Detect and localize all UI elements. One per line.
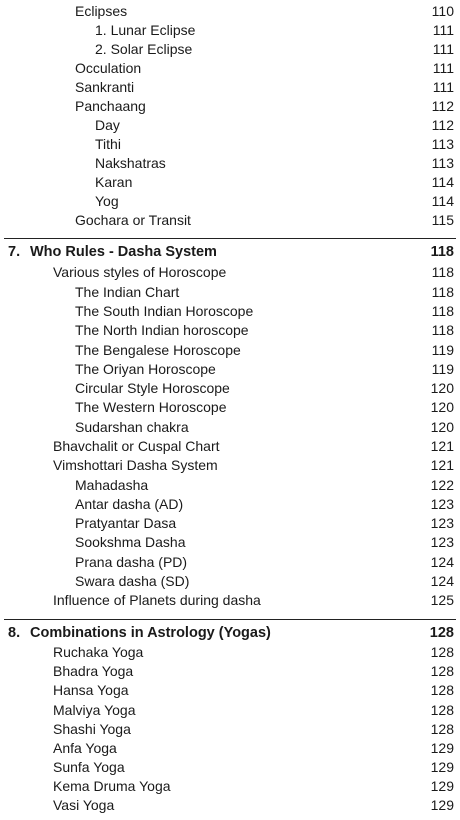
toc-entry-row (0, 495, 460, 514)
toc-page-number: 129 (430, 778, 454, 794)
chapter-number: 7. (8, 244, 21, 260)
toc-entry-row (0, 701, 460, 720)
toc-entry-label: Sankranti (75, 79, 135, 95)
toc-entry-row (0, 97, 460, 116)
toc-page-number: 123 (430, 515, 454, 531)
toc-page-number: 111 (432, 22, 454, 38)
toc-entry-label: Bhavchalit or Cuspal Chart (53, 438, 220, 454)
toc-entry-label: Antar dasha (AD) (75, 496, 184, 512)
toc-entry-row (0, 643, 460, 662)
toc-page-number: 111 (432, 41, 454, 57)
toc-page-number: 129 (430, 759, 454, 775)
toc-entry-row (0, 21, 460, 40)
toc-entry-label: Gochara or Transit (75, 212, 191, 228)
toc-entry-label: Day (95, 117, 120, 133)
toc-page-number: 121 (430, 438, 454, 454)
toc-page-number: 110 (431, 3, 454, 19)
toc-entry-label: Eclipses (75, 3, 128, 19)
toc-entry-row (0, 553, 460, 572)
toc-entry-label: Karan (95, 174, 133, 190)
toc-page-number: 114 (431, 193, 454, 209)
toc-entry-row (0, 514, 460, 533)
toc-entry-label: The Western Horoscope (75, 399, 227, 415)
toc-entry-row (0, 116, 460, 135)
toc-entry-label: Mahadasha (75, 477, 149, 493)
toc-entry-label: Circular Style Horoscope (75, 380, 230, 396)
toc-entry-label: The Indian Chart (75, 284, 180, 300)
toc-entry-label: The Bengalese Horoscope (75, 342, 241, 358)
toc-entry-label: Prana dasha (PD) (75, 554, 188, 570)
toc-page-number: 124 (430, 554, 454, 570)
toc-entry-label: Who Rules - Dasha System (30, 244, 217, 260)
toc-page-number: 122 (430, 477, 454, 493)
toc-entry-label: Influence of Planets during dasha (53, 592, 261, 608)
toc-entry-row (0, 211, 460, 230)
toc-entry-row (0, 283, 460, 302)
toc-entry-label: Occulation (75, 60, 142, 76)
toc-entry-label: Sookshma Dasha (75, 534, 186, 550)
toc-page-number: 128 (430, 682, 454, 698)
toc-entry-row (0, 154, 460, 173)
toc-entry-label: Yog (95, 193, 119, 209)
toc-entry-label: Tithi (95, 136, 121, 152)
toc-page-number: 128 (430, 644, 454, 660)
toc-entry-label: Nakshatras (95, 155, 166, 171)
toc-page-number: 113 (431, 136, 454, 152)
toc-entry-row (0, 321, 460, 340)
toc-page-number: 118 (431, 303, 454, 319)
chapter-divider (4, 619, 456, 620)
toc-entry-row (0, 456, 460, 475)
toc-page-number: 119 (431, 361, 454, 377)
toc-page-number: 128 (430, 702, 454, 718)
toc-entry-row (0, 777, 460, 796)
toc-entry-label: Panchaang (75, 98, 146, 114)
toc-page-number: 112 (431, 98, 454, 114)
toc-page-number: 111 (432, 60, 454, 76)
toc-page-number: 120 (430, 399, 454, 415)
toc-page-number: 120 (430, 380, 454, 396)
toc-entry-row (0, 476, 460, 495)
toc-page-number: 115 (431, 212, 454, 228)
toc-chapter-row (0, 243, 460, 262)
toc-page-number: 121 (430, 457, 454, 473)
toc-entry-label: Sunfa Yoga (53, 759, 125, 775)
toc-entry-label: Hansa Yoga (53, 682, 129, 698)
toc-entry-row (0, 418, 460, 437)
toc-entry-row (0, 192, 460, 211)
toc-page-number: 112 (431, 117, 454, 133)
toc-page-number: 124 (430, 573, 454, 589)
toc-page-number: 123 (430, 534, 454, 550)
toc-entry-label: Sudarshan chakra (75, 419, 189, 435)
toc-entry-row (0, 379, 460, 398)
toc-entry-row (0, 360, 460, 379)
toc-entry-label: The Oriyan Horoscope (75, 361, 216, 377)
toc-entry-label: Vasi Yoga (53, 797, 115, 813)
chapter-divider (4, 238, 456, 239)
toc-entry-row (0, 2, 460, 21)
toc-entry-row (0, 59, 460, 78)
toc-page-number: 113 (431, 155, 454, 171)
toc-page-number: 123 (430, 496, 454, 512)
toc-page-number: 114 (431, 174, 454, 190)
toc-page-number: 120 (430, 419, 454, 435)
toc-entry-label: Vimshottari Dasha System (53, 457, 218, 473)
toc-entry-row (0, 572, 460, 591)
toc-entry-label: Ruchaka Yoga (53, 644, 144, 660)
toc-entry-label: 1. Lunar Eclipse (95, 22, 196, 38)
toc-entry-row (0, 263, 460, 282)
toc-entry-row (0, 739, 460, 758)
toc-entry-row (0, 681, 460, 700)
toc-page-number: 118 (431, 284, 454, 300)
toc-entry-row (0, 437, 460, 456)
toc-entry-row (0, 796, 460, 815)
toc-entry-label: The South Indian Horoscope (75, 303, 254, 319)
toc-entry-row (0, 398, 460, 417)
toc-entry-row (0, 662, 460, 681)
toc-page-number: 119 (431, 342, 454, 358)
toc-page-number: 128 (429, 625, 454, 641)
toc-entry-row (0, 135, 460, 154)
toc-entry-row (0, 173, 460, 192)
toc-entry-row (0, 758, 460, 777)
toc-page-number: 128 (430, 663, 454, 679)
toc-entry-label: Kema Druma Yoga (53, 778, 171, 794)
toc-chapter-row (0, 624, 460, 643)
toc-entry-label: Bhadra Yoga (53, 663, 134, 679)
toc-page-number: 118 (431, 264, 454, 280)
toc-entry-label: Combinations in Astrology (Yogas) (30, 625, 271, 641)
toc-entry-row (0, 302, 460, 321)
toc-entry-label: Shashi Yoga (53, 721, 131, 737)
toc-entry-row (0, 78, 460, 97)
toc-page-number: 118 (431, 322, 454, 338)
toc-page-number: 111 (432, 79, 454, 95)
toc-entry-row (0, 591, 460, 610)
toc-page-number: 129 (430, 797, 454, 813)
toc-entry-label: The North Indian horoscope (75, 322, 249, 338)
toc-page-number: 125 (430, 592, 454, 608)
toc-entry-row (0, 533, 460, 552)
toc-entry-row (0, 720, 460, 739)
toc-entry-label: Pratyantar Dasa (75, 515, 177, 531)
toc-page-number: 128 (430, 721, 454, 737)
toc-entry-row (0, 341, 460, 360)
toc-entry-row (0, 40, 460, 59)
toc-page-number: 129 (430, 740, 454, 756)
toc-entry-label: Various styles of Horoscope (53, 264, 227, 280)
toc-entry-label: Swara dasha (SD) (75, 573, 190, 589)
toc-entry-label: Malviya Yoga (53, 702, 136, 718)
toc-page-number: 118 (430, 244, 454, 260)
chapter-number: 8. (8, 625, 21, 641)
toc-entry-label: 2. Solar Eclipse (95, 41, 193, 57)
toc-entry-label: Anfa Yoga (53, 740, 117, 756)
